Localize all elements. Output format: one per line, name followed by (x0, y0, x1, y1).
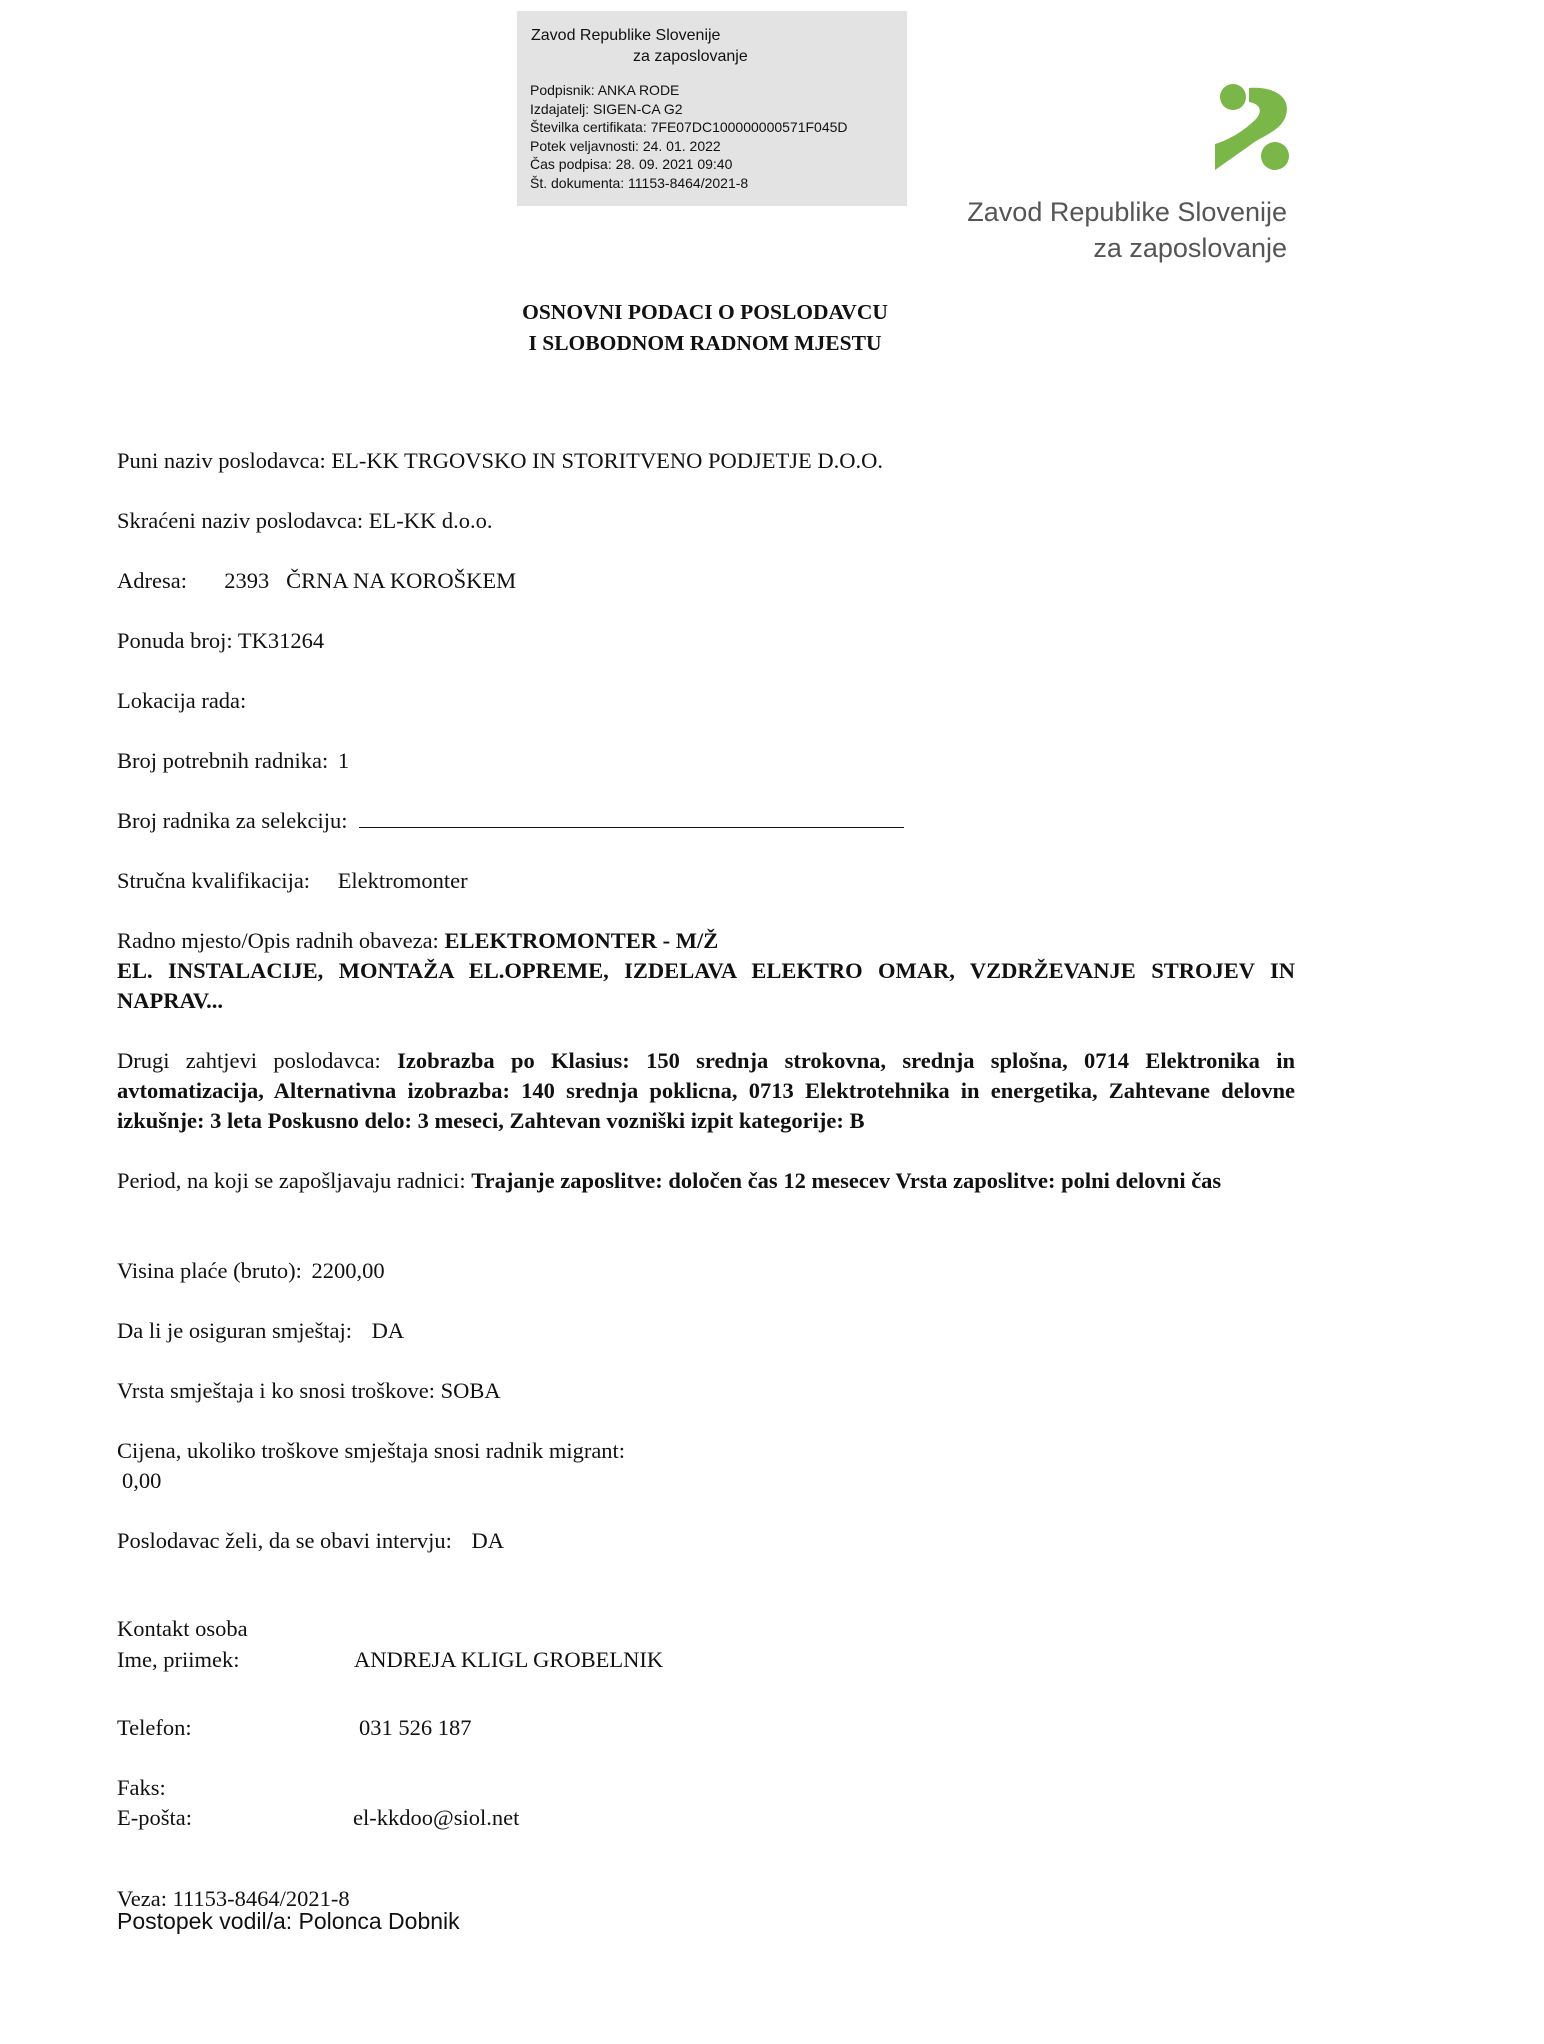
contact-email-value: el-kkdoo@siol.net (353, 1805, 520, 1830)
field-work-location (117, 686, 246, 716)
stamp-issuer: Izdajatelj: SIGEN-CA G2 (530, 100, 683, 117)
title-line2: I SLOBODNOM RADNOM MJESTU (528, 331, 882, 355)
field-short-name (117, 506, 493, 536)
stamp-sign-time: Čas podpisa: 28. 09. 2021 09:40 (530, 156, 733, 172)
field-short-name-label: Skraćeni naziv poslodavca: (117, 508, 364, 533)
field-qualification-value: Elektromonter (337, 868, 468, 893)
field-full-name-label: Puni naziv poslodavca: (117, 448, 326, 473)
contact-email-label: E-pošta: (117, 1805, 192, 1830)
field-other-requirements-value: Izobrazba po Klasius: 150 srednja strokovna, srednja splošna, 0714 Elektronika in avtomatizacija, Alternativna izobrazba: 140 srednja poklicna, 0713 Elektrotehnika in energetika, Zahtevane delovne izkušnje: 3 leta Poskusno delo: 3 meseci, Zahtevan vozniški izpit kategorije: B (117, 1048, 1296, 1133)
field-workers-selection-blank-line (359, 806, 904, 828)
contact-name-label: Ime, priimek: (117, 1647, 240, 1672)
document-title (0, 297, 1410, 359)
field-workers-selection (117, 806, 904, 836)
stamp-doc-number: Št. dokumenta: 11153-8464/2021-8 (530, 174, 749, 191)
field-workers-selection-label: Broj radnika za selekciju: (117, 808, 348, 833)
field-interview-value: DA (471, 1528, 505, 1553)
field-offer-number-label: Ponuda broj: (117, 628, 233, 653)
stamp-org-line1: Zavod Republike Slovenije (531, 27, 721, 44)
field-address (117, 566, 516, 596)
field-full-name (117, 446, 883, 476)
contact-phone-label: Telefon: (117, 1715, 192, 1740)
field-interview (117, 1526, 504, 1556)
field-salary-value: 2200,00 (311, 1258, 385, 1283)
logo-text-line1: Zavod Republike Slovenije (967, 197, 1287, 227)
field-address-value: 2393 ČRNA NA KOROŠKEM (224, 568, 517, 593)
field-qualification-label: Stručna kvalifikacija: (117, 868, 311, 893)
field-other-requirements-label: Drugi zahtjevi poslodavca: (117, 1048, 381, 1073)
field-work-location-label: Lokacija rada: (117, 688, 247, 713)
field-offer-number (117, 626, 324, 656)
contact-heading: Kontakt osoba (117, 1616, 248, 1641)
contact-phone-value: 031 526 187 (359, 1715, 472, 1740)
field-salary-label: Visina plaće (bruto): (117, 1258, 302, 1283)
field-accommodation-type-value: SOBA (440, 1378, 501, 1403)
field-job-description: EL. INSTALACIJE, MONTAŽA EL.OPREME, IZDELAVA ELEKTRO OMAR, VZDRŽEVANJE STROJEV IN NAPRAV... (117, 958, 1295, 1013)
field-salary (117, 1256, 385, 1286)
field-employment-period (117, 1166, 1295, 1196)
field-accommodation-type-label: Vrsta smještaja i ko snosi troškove: (117, 1378, 435, 1403)
contact-fax-label: Faks: (117, 1775, 166, 1800)
field-address-label: Adresa: (117, 568, 187, 593)
field-employment-period-label: Period, na koji se zapošljavaju radnici: (117, 1168, 466, 1193)
field-full-name-value: EL-KK TRGOVSKO IN STORITVENO PODJETJE D.O.O. (331, 448, 884, 473)
logo-text-line2: za zaposlovanje (1093, 233, 1287, 263)
stamp-expiry: Potek veljavnosti: 24. 01. 2022 (530, 137, 721, 154)
stamp-signer: Podpisnik: ANKA RODE (530, 82, 680, 98)
stamp-certificate: Številka certifikata: 7FE07DC100000000571F045D (530, 119, 848, 135)
field-job-position-label: Radno mjesto/Opis radnih obaveza: (117, 928, 439, 953)
footer-reference: Veza: 11153-8464/2021-8 (117, 1886, 350, 1911)
field-interview-label: Poslodavac želi, da se obavi intervju: (117, 1528, 452, 1553)
field-job-position-value: ELEKTROMONTER - M/Ž (444, 928, 719, 953)
field-other-requirements (117, 1046, 1295, 1136)
field-accommodation-type (117, 1376, 501, 1406)
field-short-name-value: EL-KK d.o.o. (368, 508, 493, 533)
field-accommodation-price-value: 0,00 (122, 1468, 162, 1493)
title-line1: OSNOVNI PODACI O POSLODAVCU (522, 300, 888, 324)
field-accommodation-price-label: Cijena, ukoliko troškove smještaja snosi radnik migrant: (117, 1438, 626, 1463)
field-job-position (117, 926, 1295, 956)
field-offer-number-value: TK31264 (237, 628, 325, 653)
field-qualification (117, 866, 468, 896)
stamp-org-line2: za zaposlovanje (633, 48, 748, 65)
contact-name-value: ANDREJA KLIGL GROBELNIK (354, 1647, 664, 1672)
signature-stamp (517, 11, 907, 206)
stamp-lines (530, 81, 893, 192)
field-accommodation-value: DA (371, 1318, 405, 1343)
field-workers-needed-label: Broj potrebnih radnika: (117, 748, 329, 773)
field-accommodation (117, 1316, 404, 1346)
field-workers-needed (117, 746, 349, 776)
zrss-logo-icon (1215, 84, 1291, 172)
field-workers-needed-value: 1 (337, 748, 350, 773)
logo-text (967, 194, 1287, 266)
footer-procedure: Postopek vodil/a: Polonca Dobnik (117, 1908, 460, 1934)
field-employment-period-value: Trajanje zaposlitve: določen čas 12 mesecev Vrsta zaposlitve: polni delovni čas (471, 1168, 1222, 1193)
field-accommodation-label: Da li je osiguran smještaj: (117, 1318, 352, 1343)
